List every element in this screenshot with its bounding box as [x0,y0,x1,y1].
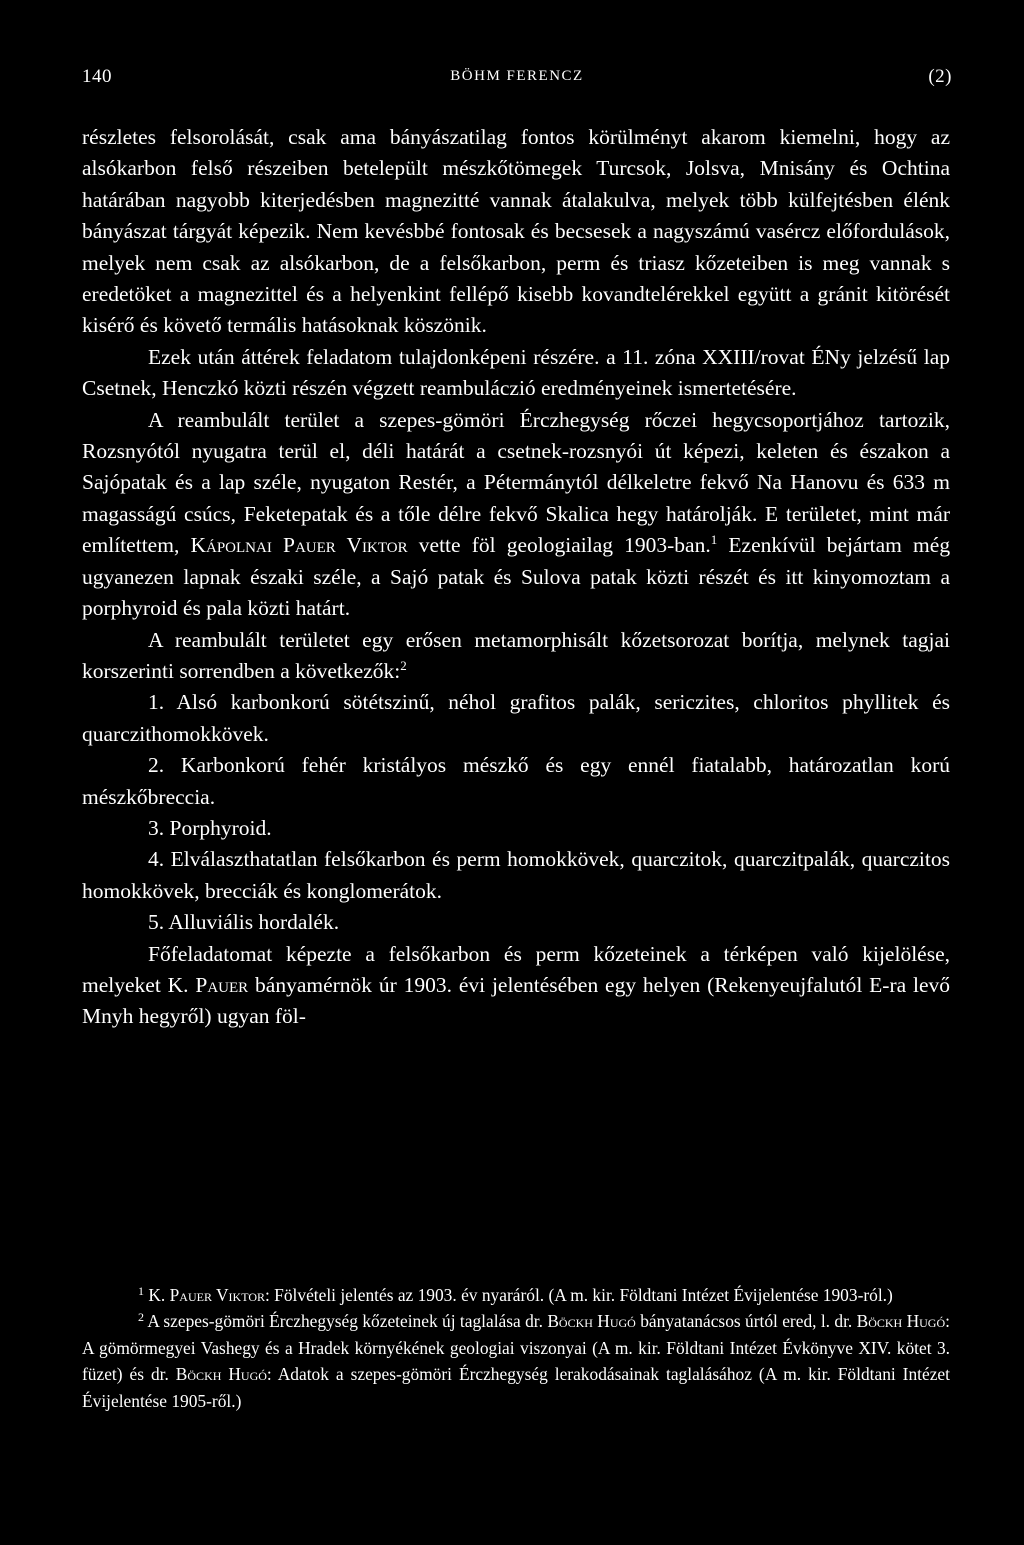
footnotes [82,1282,950,1414]
paragraph-4 [82,625,950,688]
footnote-1-text: : Fölvételi jelentés az 1903. év nyaráról. (A m. kir. Földtani Intézet Évijelentése 1903-ról.) [265,1285,893,1305]
section-mark: (2) [928,66,952,87]
running-title: BÖHM FERENCZ [450,68,584,84]
list-item [82,750,950,813]
list-item-3: 3. Porphyroid. [148,815,272,840]
person-name: Pauer [195,972,249,997]
paragraph-2-text: Ezek után áttérek feladatom tulajdonképeni részére. a 11. zóna XXIII/rovat ÉNy jelzésű lap Csetnek, Henczkó közti részén végzett reambuláczió eredményeinek ismertetésére. [82,344,950,401]
list-item [82,844,950,907]
author-name: Kápolnai Pauer Viktor [190,533,408,558]
paragraph-3 [82,405,950,625]
list-item [82,687,950,750]
paragraph-3-text-b: vette föl geologiailag 1903-ban. [418,533,711,558]
main-text [82,122,950,1033]
list-item-4: 4. Elválaszthatatlan felsőkarbon és perm homokkövek, quarczitok, quarczitpalák, quarczitos homokkövek, brecciák és konglomerátok. [82,847,950,903]
footnote-2-text-c: : A gömörmegyei Vashegy és a Hradek környékének geologiai viszonyai (A m. kir. Földtani Intézet Évkönyve XIV. kötet 3. füzet) és dr. [82,1311,950,1385]
paragraph-3-text-c: Ezenkívül bejártam még ugyanezen lapnak északi széle, a Sajó patak és Sulova patak közti részét és itt kinyomoztam a porphyroid és pala közti határt. [82,533,951,621]
paragraph-5-text-a: Főfeladatomat képezte a felsőkarbon és perm kőzeteinek a térképen való kijelölése, melyeket K. [82,941,950,997]
footnote-1 [82,1282,950,1308]
footnote-2-text-a: A szepes-gömöri Érczhegység kőzeteinek új taglalása dr. [147,1311,543,1332]
paragraph-1-text: részletes felsorolását, csak ama bányászatilag fontos körülményt akarom kiemelni, hogy az alsókarbon felső részeiben betelepült mészkőtömegek Turcsok, Jolsva, Mnisány és Ochtina határában nagyobb kiterjedésben magnezitté vannak átalakulva, melyek több külfejtésben élénk bányászat tárgyát képezik. Nem kevésbbé fontosak és becsesek a nagyszámú vasércz előfordulások, melyek nem csak az alsókarbon, de a felsőkarbon, perm és triasz kőzeteiben is meg vannak s eredetöket a magnezittel és a helyenkint fellépő kisebb kovandtelérekkel együtt a gránit kitörését kisérő és követő termális hatásoknak köszönik. [82,125,950,338]
list-item-1: 1. Alsó karbonkorú sötétszinű, néhol grafitos palák, sericzites, chloritos phyllitek és quarczithomokkövek. [82,690,950,746]
list-item [82,813,950,844]
footnote-ref-1: 1 [710,532,718,548]
paragraph-4-text: A reambulált területet egy erősen metamorphisált kőzetsorozat borítja, melynek tagjai korszerinti sorrendben a következők: [82,627,950,683]
footnote-2-name-2: Böckh Hugó [856,1311,946,1332]
paragraph-3-text-a: A reambulált terület a szepes-gömöri Érczhegység rőczei hegycsoportjához tartozik, Rozsnyótól nyugatra terül el, déli határát a csetnek-rozsnyói út képezi, keleten és északon a Sajópatak és a lap széle, nyugaton Restér, a Pétermánytól délkeletre fekvő Na Hanovu és 633 m magasságú csúcs, Feketepatak és a tőle délre fekvő Skalica hegy határolják. E területet, mint már említettem, [82,407,950,558]
footnote-1-mark: 1 [138,1284,144,1298]
footnote-2-name-3: Böckh Hugó [175,1364,267,1385]
page-number: 140 [82,66,112,87]
paragraph-5 [82,939,950,1033]
paragraph-2 [82,342,950,405]
footnote-2-mark: 2 [138,1310,144,1325]
footnote-2-name-1: Böckh Hugó [547,1311,636,1332]
footnote-1-name: K. Pauer Viktor [148,1285,265,1305]
running-header [82,66,952,96]
footnote-2-text-d: : Adatok a szepes-gömöri Érczhegység lerakodásainak taglalásához (A m. kir. Földtani Intézet Évijelentése 1905-ről.) [82,1364,950,1411]
list-item-5: 5. Alluviális hordalék. [148,910,340,935]
list-item-2: 2. Karbonkorú fehér kristályos mészkő és egy ennél fiatalabb, határozatlan korú mészkőbreccia. [82,753,950,809]
footnote-2-text-b: bányatanácsos úrtól ered, l. dr. [640,1311,853,1332]
footnote-ref-2: 2 [400,657,407,673]
list-item [82,907,950,938]
footnote-2 [82,1308,950,1414]
paragraph-1 [82,122,950,342]
paragraph-5-text-b: bányamérnök úr 1903. évi jelentésében egy helyen (Rekenyeujfalutól E-ra levő Mnyh hegyről) ugyan föl- [82,972,951,1029]
